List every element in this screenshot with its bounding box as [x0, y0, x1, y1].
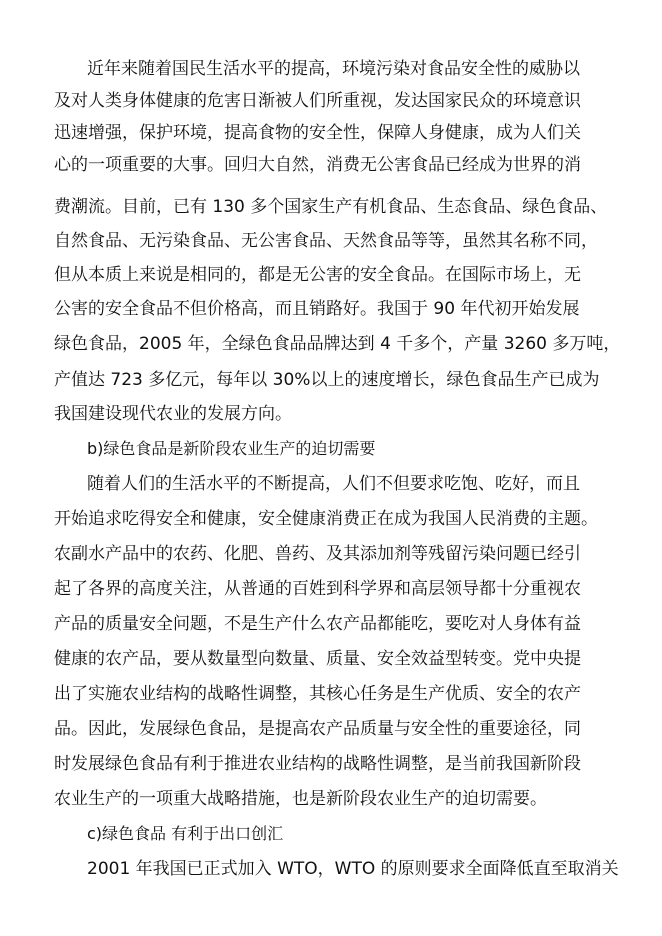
- paragraph-1-line: 但从本质上来说是相同的，都是无公害的安全食品。在国际市场上，无: [54, 265, 581, 285]
- paragraph-2-line: 起了各界的高度关注，从普通的百姓到科学界和高层领导都十分重视农: [54, 579, 581, 599]
- paragraph-1-line: 自然食品、无污染食品、无公害食品、天然食品等等，虽然其名称不同，: [54, 231, 598, 251]
- paragraph-2-line: 健康的农产品，要从数量型向数量、质量、安全效益型转变。党中央提: [54, 649, 581, 669]
- paragraph-2-line: 产品的质量安全问题，不是生产什么农产品都能吃，要吃对人身体有益: [54, 614, 581, 634]
- paragraph-1-line: 近年来随着国民生活水平的提高，环境污染对食品安全性的威胁以: [87, 59, 580, 79]
- paragraph-1-line: 及对人类身体健康的危害日渐被人们所重视，发达国家民众的环境意识: [54, 91, 581, 111]
- paragraph-2-line: 农副水产品中的农药、化肥、兽药、及其添加剂等残留污染问题已经引: [54, 544, 581, 564]
- section-heading-b: b)绿色食品是新阶段农业生产的迫切需要: [87, 439, 376, 458]
- paragraph-2-line: 农业生产的一项重大战略措施，也是新阶段农业生产的迫切需要。: [54, 789, 547, 809]
- paragraph-1-line: 心的一项重要的大事。回归大自然，消费无公害食品已经成为世界的消: [54, 155, 581, 175]
- paragraph-2-line: 时发展绿色食品有利于推进农业结构的战略性调整，是当前我国新阶段: [54, 754, 581, 774]
- paragraph-2-line: 随着人们的生活水平的不断提高，人们不但要求吃饱、吃好，而且: [87, 474, 580, 494]
- paragraph-2-line: 品。因此，发展绿色食品，是提高农产品质量与安全性的重要途径，同: [54, 719, 581, 739]
- paragraph-2-line: 开始追求吃得安全和健康，安全健康消费正在成为我国人民消费的主题。: [54, 509, 598, 529]
- paragraph-1-line: 产值达 723 多亿元，每年以 30%以上的速度增长，绿色食品生产已成为: [54, 370, 600, 390]
- paragraph-3-line: 2001 年我国已正式加入 WTO，WTO 的原则要求全面降低直至取消关: [87, 859, 619, 879]
- paragraph-1-line: 迅速增强，保护环境，提高食物的安全性，保障人身健康，成为人们关: [54, 123, 581, 143]
- paragraph-1-line: 我国建设现代农业的发展方向。: [54, 404, 292, 424]
- section-heading-c: c)绿色食品 有利于出口创汇: [87, 824, 284, 843]
- paragraph-1-line: 费潮流。目前，已有 130 多个国家生产有机食品、生态食品、绿色食品、: [54, 197, 608, 217]
- paragraph-2-line: 出了实施农业结构的战略性调整，其核心任务是生产优质、安全的农产: [54, 684, 581, 704]
- paragraph-1-line: 绿色食品，2005 年，全绿色食品品牌达到 4 千多个，产量 3260 多万吨，: [54, 334, 621, 354]
- paragraph-1-line: 公害的安全食品不但价格高，而且销路好。我国于 90 年代初开始发展: [54, 299, 580, 319]
